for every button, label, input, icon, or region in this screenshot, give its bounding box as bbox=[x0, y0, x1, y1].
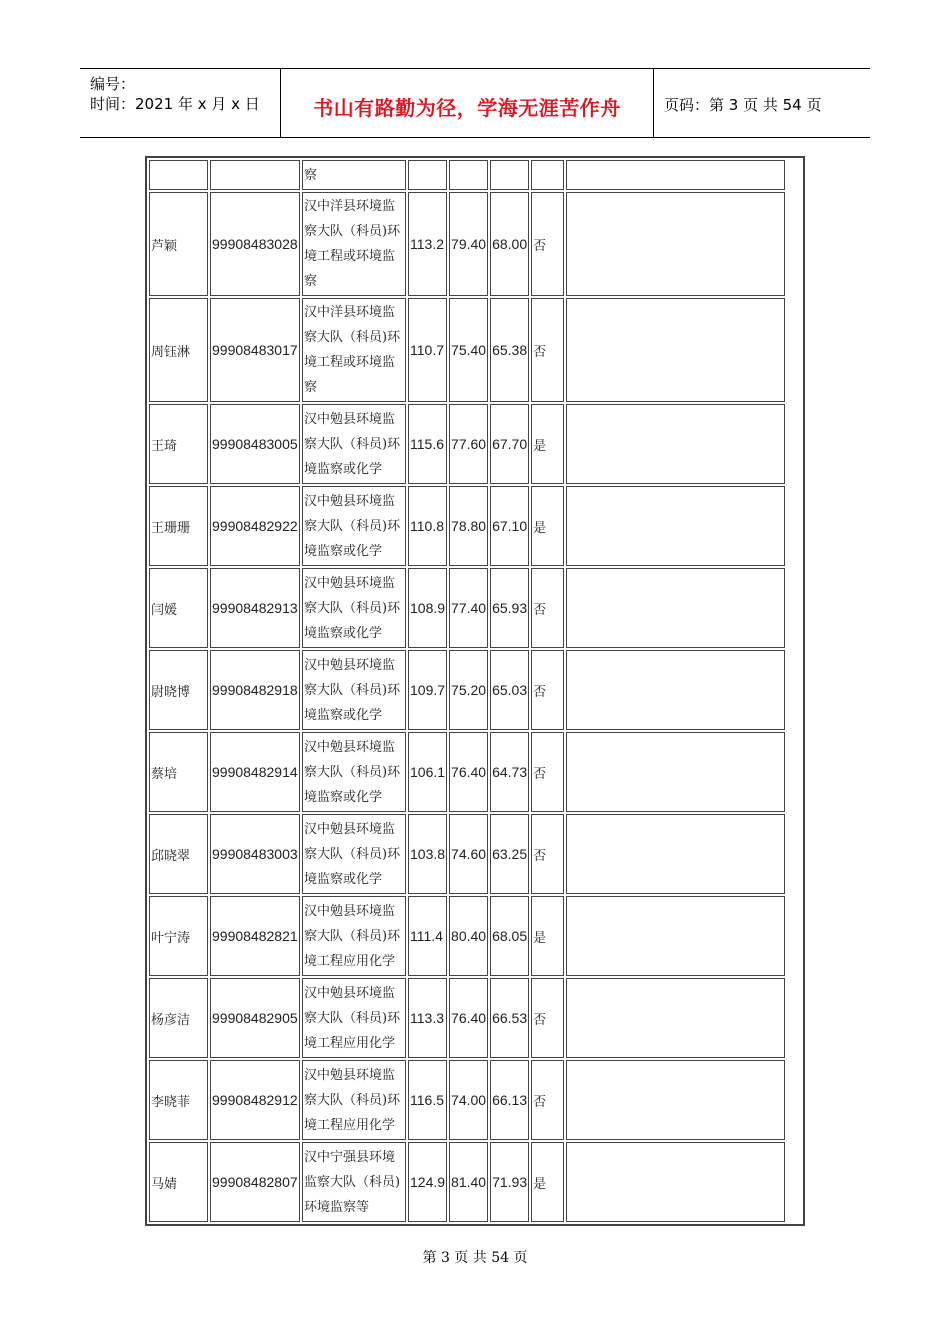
name-cell: 杨彦洁 bbox=[149, 978, 208, 1058]
table-row bbox=[149, 896, 785, 976]
document-date-label: 时间：2021 年 x 月 x 日 bbox=[90, 95, 260, 113]
id-cell: 99908482913 bbox=[210, 568, 300, 648]
score3-cell bbox=[490, 160, 529, 190]
id-cell: 99908482807 bbox=[210, 1142, 300, 1222]
results-table-frame bbox=[145, 156, 805, 1226]
total-score-cell: 63.25 bbox=[490, 814, 529, 894]
total-score-cell: 68.05 bbox=[490, 896, 529, 976]
remark-cell bbox=[566, 978, 785, 1058]
unit-cell: 汉中勉县环境监察大队（科员)环境监察或化学 bbox=[302, 404, 406, 484]
written-score-cell: 103.8 bbox=[408, 814, 447, 894]
table-row bbox=[149, 650, 785, 730]
id-cell: 99908482914 bbox=[210, 732, 300, 812]
header-meta-cell bbox=[80, 69, 281, 137]
advance-flag-cell: 是 bbox=[531, 404, 564, 484]
remark-cell bbox=[566, 192, 785, 296]
id-cell: 99908483005 bbox=[210, 404, 300, 484]
document-header bbox=[80, 68, 870, 138]
remark-cell bbox=[566, 568, 785, 648]
id-cell: 99908482918 bbox=[210, 650, 300, 730]
advance-flag-cell: 否 bbox=[531, 978, 564, 1058]
document-number-label: 编号： bbox=[90, 75, 136, 93]
id-cell bbox=[210, 160, 300, 190]
total-score-cell: 65.03 bbox=[490, 650, 529, 730]
written-score-cell: 115.6 bbox=[408, 404, 447, 484]
name-cell: 邱晓翠 bbox=[149, 814, 208, 894]
interview-score-cell: 76.40 bbox=[449, 732, 488, 812]
interview-score-cell: 77.60 bbox=[449, 404, 488, 484]
total-score-cell: 67.70 bbox=[490, 404, 529, 484]
unit-cell: 汉中勉县环境监察大队（科员)环境监察或化学 bbox=[302, 650, 406, 730]
advance-flag-cell: 否 bbox=[531, 192, 564, 296]
unit-cell: 汉中勉县环境监察大队（科员)环境监察或化学 bbox=[302, 732, 406, 812]
header-motto: 书山有路勤为径，学海无涯苦作舟 bbox=[313, 96, 621, 120]
advance-flag-cell: 否 bbox=[531, 732, 564, 812]
remark-cell bbox=[566, 486, 785, 566]
name-cell: 尉晓博 bbox=[149, 650, 208, 730]
remark-cell bbox=[566, 896, 785, 976]
advance-flag-cell: 是 bbox=[531, 1142, 564, 1222]
unit-cell: 察 bbox=[302, 160, 406, 190]
header-page-cell bbox=[654, 69, 870, 137]
table-row-continued bbox=[149, 160, 785, 190]
flag-cell bbox=[531, 160, 564, 190]
interview-score-cell: 74.00 bbox=[449, 1060, 488, 1140]
id-cell: 99908483028 bbox=[210, 192, 300, 296]
written-score-cell: 113.3 bbox=[408, 978, 447, 1058]
unit-cell: 汉中勉县环境监察大队（科员)环境工程应用化学 bbox=[302, 978, 406, 1058]
unit-cell: 汉中勉县环境监察大队（科员)环境工程应用化学 bbox=[302, 896, 406, 976]
unit-cell: 汉中洋县环境监察大队（科员)环境工程或环境监察 bbox=[302, 298, 406, 402]
written-score-cell: 110.8 bbox=[408, 486, 447, 566]
written-score-cell: 113.2 bbox=[408, 192, 447, 296]
id-cell: 99908483003 bbox=[210, 814, 300, 894]
interview-score-cell: 76.40 bbox=[449, 978, 488, 1058]
written-score-cell: 116.5 bbox=[408, 1060, 447, 1140]
interview-score-cell: 80.40 bbox=[449, 896, 488, 976]
unit-cell: 汉中洋县环境监察大队（科员)环境工程或环境监察 bbox=[302, 192, 406, 296]
unit-cell: 汉中勉县环境监察大队（科员)环境监察或化学 bbox=[302, 486, 406, 566]
name-cell: 芦颖 bbox=[149, 192, 208, 296]
interview-score-cell: 77.40 bbox=[449, 568, 488, 648]
name-cell: 周钰淋 bbox=[149, 298, 208, 402]
header-motto-cell bbox=[281, 69, 654, 137]
page-footer: 第 3 页 共 54 页 bbox=[422, 1250, 528, 1266]
remark-cell bbox=[566, 1060, 785, 1140]
header-page-label: 页码：第 3 页 共 54 页 bbox=[664, 96, 822, 114]
remark-cell bbox=[566, 814, 785, 894]
name-cell: 叶宁涛 bbox=[149, 896, 208, 976]
id-cell: 99908482905 bbox=[210, 978, 300, 1058]
remark-cell bbox=[566, 160, 785, 190]
table-row bbox=[149, 978, 785, 1058]
interview-score-cell: 79.40 bbox=[449, 192, 488, 296]
remark-cell bbox=[566, 1142, 785, 1222]
interview-score-cell: 81.40 bbox=[449, 1142, 488, 1222]
remark-cell bbox=[566, 404, 785, 484]
id-cell: 99908483017 bbox=[210, 298, 300, 402]
advance-flag-cell: 是 bbox=[531, 896, 564, 976]
total-score-cell: 65.38 bbox=[490, 298, 529, 402]
advance-flag-cell: 是 bbox=[531, 486, 564, 566]
name-cell: 王珊珊 bbox=[149, 486, 208, 566]
advance-flag-cell: 否 bbox=[531, 1060, 564, 1140]
table-row bbox=[149, 1142, 785, 1222]
advance-flag-cell: 否 bbox=[531, 298, 564, 402]
name-cell bbox=[149, 160, 208, 190]
results-table bbox=[147, 158, 787, 1224]
id-cell: 99908482912 bbox=[210, 1060, 300, 1140]
unit-cell: 汉中勉县环境监察大队（科员)环境监察或化学 bbox=[302, 568, 406, 648]
total-score-cell: 67.10 bbox=[490, 486, 529, 566]
name-cell: 蔡培 bbox=[149, 732, 208, 812]
score1-cell bbox=[408, 160, 447, 190]
written-score-cell: 124.9 bbox=[408, 1142, 447, 1222]
table-row bbox=[149, 486, 785, 566]
table-row bbox=[149, 814, 785, 894]
written-score-cell: 109.7 bbox=[408, 650, 447, 730]
total-score-cell: 68.00 bbox=[490, 192, 529, 296]
advance-flag-cell: 否 bbox=[531, 814, 564, 894]
table-row bbox=[149, 298, 785, 402]
table-row bbox=[149, 568, 785, 648]
written-score-cell: 106.1 bbox=[408, 732, 447, 812]
interview-score-cell: 75.20 bbox=[449, 650, 488, 730]
table-row bbox=[149, 404, 785, 484]
remark-cell bbox=[566, 298, 785, 402]
table-row bbox=[149, 192, 785, 296]
id-cell: 99908482821 bbox=[210, 896, 300, 976]
total-score-cell: 66.53 bbox=[490, 978, 529, 1058]
unit-cell: 汉中勉县环境监察大队（科员)环境监察或化学 bbox=[302, 814, 406, 894]
table-row bbox=[149, 1060, 785, 1140]
results-table-body bbox=[149, 160, 785, 1222]
total-score-cell: 64.73 bbox=[490, 732, 529, 812]
total-score-cell: 66.13 bbox=[490, 1060, 529, 1140]
total-score-cell: 65.93 bbox=[490, 568, 529, 648]
interview-score-cell: 74.60 bbox=[449, 814, 488, 894]
advance-flag-cell: 否 bbox=[531, 568, 564, 648]
written-score-cell: 110.7 bbox=[408, 298, 447, 402]
total-score-cell: 71.93 bbox=[490, 1142, 529, 1222]
name-cell: 马婧 bbox=[149, 1142, 208, 1222]
unit-cell: 汉中宁强县环境监察大队（科员)环境监察等 bbox=[302, 1142, 406, 1222]
table-row bbox=[149, 732, 785, 812]
score2-cell bbox=[449, 160, 488, 190]
interview-score-cell: 78.80 bbox=[449, 486, 488, 566]
written-score-cell: 108.9 bbox=[408, 568, 447, 648]
remark-cell bbox=[566, 650, 785, 730]
advance-flag-cell: 否 bbox=[531, 650, 564, 730]
remark-cell bbox=[566, 732, 785, 812]
name-cell: 闫媛 bbox=[149, 568, 208, 648]
name-cell: 王琦 bbox=[149, 404, 208, 484]
name-cell: 李晓菲 bbox=[149, 1060, 208, 1140]
written-score-cell: 111.4 bbox=[408, 896, 447, 976]
id-cell: 99908482922 bbox=[210, 486, 300, 566]
unit-cell: 汉中勉县环境监察大队（科员)环境工程应用化学 bbox=[302, 1060, 406, 1140]
interview-score-cell: 75.40 bbox=[449, 298, 488, 402]
